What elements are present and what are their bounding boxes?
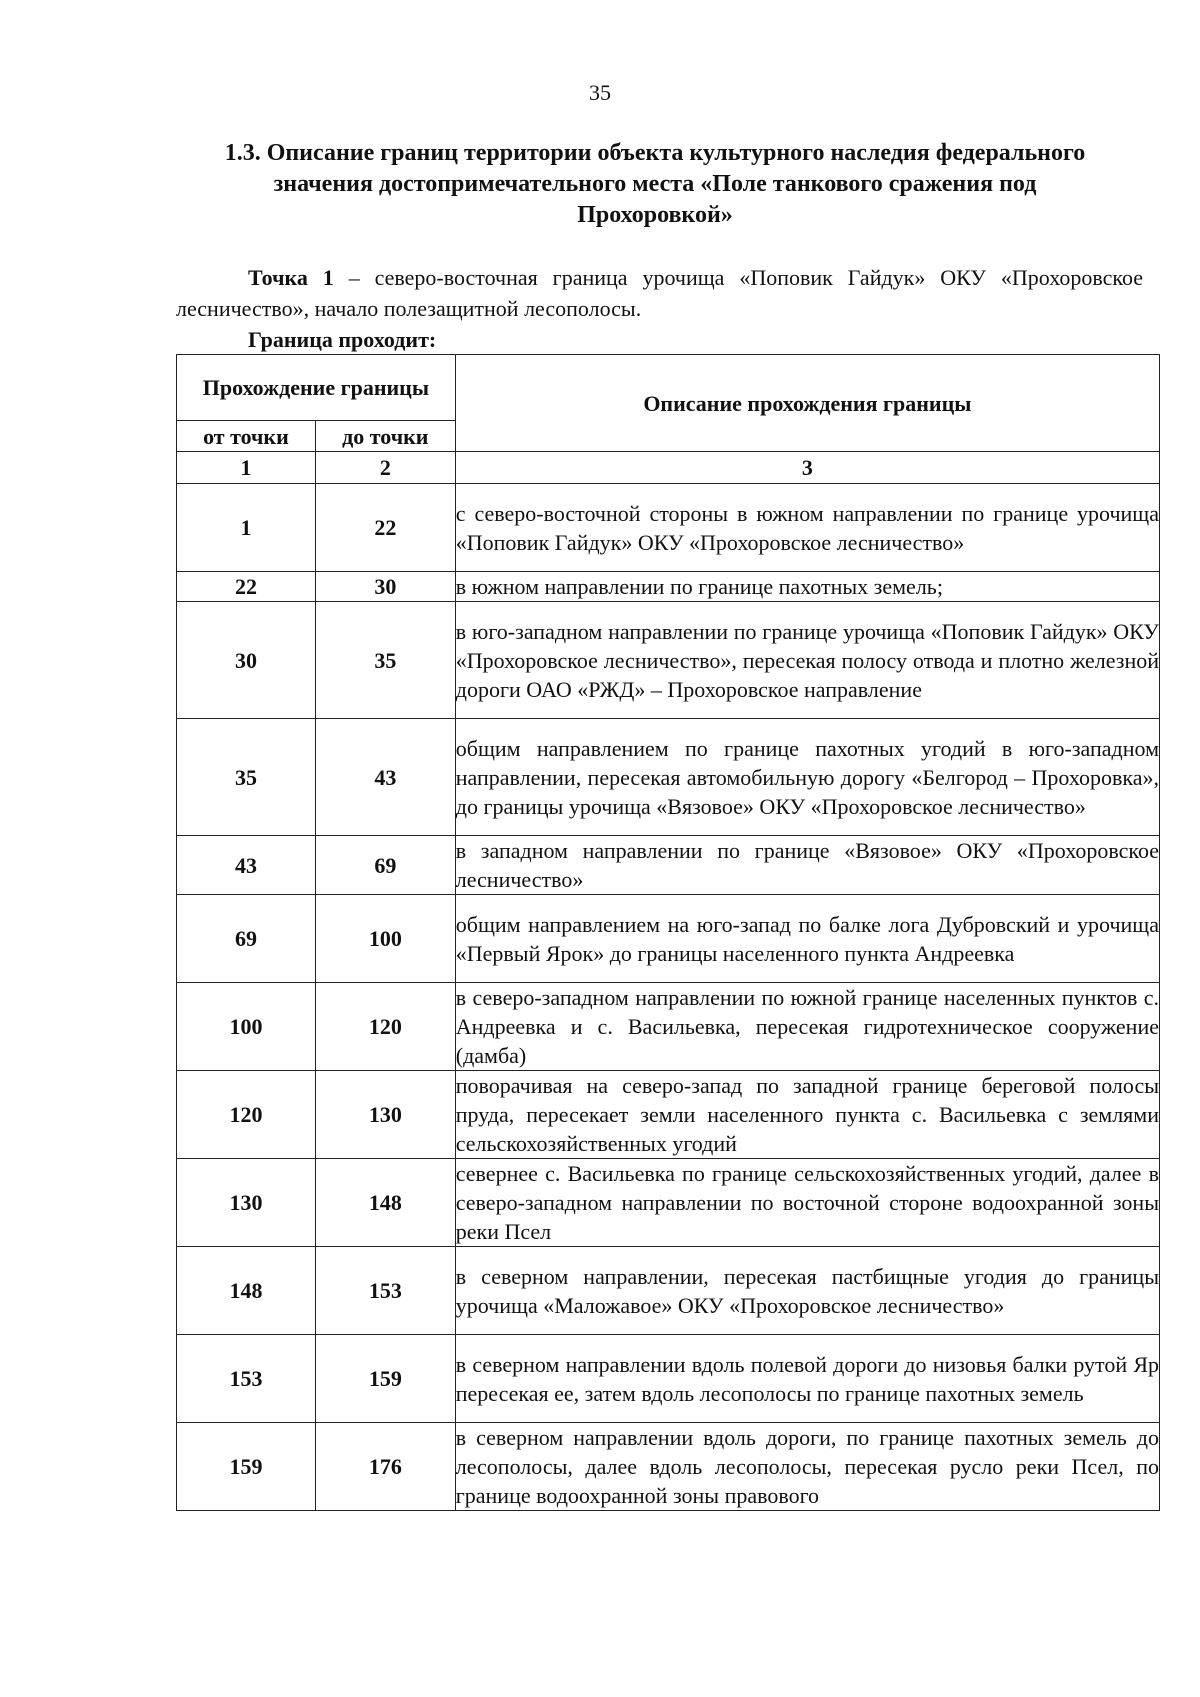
to-point: 35 [315,602,455,719]
boundary-description: в западном направлении по границе «Вязовое» ОКУ «Прохоровское лесничество» [455,836,1159,895]
to-point: 100 [315,895,455,983]
boundary-description: севернее с. Васильевка по границе сельскохозяйственных угодий, далее в северо-западном направлении по восточной стороне водоохранной зоны реки Псел [455,1159,1159,1247]
boundary-heading: Граница проходит: [248,327,437,352]
table-row [177,1159,1160,1247]
group-header: Прохождение границы [177,355,456,421]
to-point-header: до точки [315,421,455,452]
from-point: 100 [177,983,316,1071]
boundary-description: в северном направлении вдоль полевой дороги до низовья балки рутой Яр пересекая ее, затем вдоль лесополосы по границе пахотных земель [455,1335,1159,1423]
from-point: 159 [177,1423,316,1511]
column-number: 1 [177,452,316,484]
from-point: 69 [177,895,316,983]
from-point: 130 [177,1159,316,1247]
from-point: 43 [177,836,316,895]
table-row [177,983,1160,1071]
boundary-description: в южном направлении по границе пахотных земель; [455,572,1159,602]
boundary-table [176,354,1160,1511]
from-point: 35 [177,719,316,836]
boundary-description: в северном направлении, пересекая пастбищные угодия до границы урочища «Маложавое» ОКУ «Прохоровское лесничество» [455,1247,1159,1335]
column-number: 3 [455,452,1159,484]
intro-point-label: Точка 1 [248,265,334,290]
page-number: 35 [589,80,611,105]
to-point: 69 [315,836,455,895]
table-row [177,1423,1160,1511]
to-point: 148 [315,1159,455,1247]
description-header: Описание прохождения границы [455,355,1159,452]
section-title: 1.3. Описание границ территории объекта культурного наследия федерального значения достопримечательного места «Поле танкового сражения под Прохоровкой» [224,140,1086,228]
from-point: 148 [177,1247,316,1335]
column-number-row [177,452,1160,484]
table-row [177,1071,1160,1159]
to-point: 153 [315,1247,455,1335]
table-row [177,1335,1160,1423]
to-point: 159 [315,1335,455,1423]
to-point: 176 [315,1423,455,1511]
boundary-description: общим направлением по границе пахотных угодий в юго-западном направлении, пересекая автомобильную дорогу «Белгород – Прохоровка», до границы урочища «Вязовое» ОКУ «Прохоровское лесничество» [455,719,1159,836]
to-point: 120 [315,983,455,1071]
table-row [177,719,1160,836]
table-row [177,836,1160,895]
table-row [177,572,1160,602]
to-point: 130 [315,1071,455,1159]
boundary-description: в северном направлении вдоль дороги, по границе пахотных земель до лесополосы, далее вдоль лесополосы, пересекая русло реки Псел, по границе водоохранной зоны правового [455,1423,1159,1511]
table-row [177,1247,1160,1335]
boundary-description: в северо-западном направлении по южной границе населенных пунктов с. Андреевка и с. Васильевка, пересекая гидротехническое сооружение (дамба) [455,983,1159,1071]
boundary-description: в юго-западном направлении по границе урочища «Поповик Гайдук» ОКУ «Прохоровское лесничество», пересекая полосу отвода и плотно железной дороги ОАО «РЖД» – Прохоровское направление [455,602,1159,719]
boundary-description: с северо-восточной стороны в южном направлении по границе урочища «Поповик Гайдук» ОКУ «Прохоровское лесничество» [455,484,1159,572]
from-point: 120 [177,1071,316,1159]
intro-paragraph [176,262,1143,324]
to-point: 30 [315,572,455,602]
boundary-description: поворачивая на северо-запад по западной границе береговой полосы пруда, пересекает земли населенного пункта с. Васильевка с землями сельскохозяйственных угодий [455,1071,1159,1159]
table-row [177,602,1160,719]
column-number: 2 [315,452,455,484]
from-point: 22 [177,572,316,602]
to-point: 22 [315,484,455,572]
from-point-header: от точки [177,421,316,452]
table-row [177,895,1160,983]
to-point: 43 [315,719,455,836]
from-point: 1 [177,484,316,572]
boundary-description: общим направлением на юго-запад по балке лога Дубровский и урочища «Первый Ярок» до границы населенного пункта Андреевка [455,895,1159,983]
from-point: 30 [177,602,316,719]
table-row [177,484,1160,572]
from-point: 153 [177,1335,316,1423]
intro-text: – северо-восточная граница урочища «Поповик Гайдук» ОКУ «Прохоровское лесничество», начало полезащитной лесополосы. [176,265,1143,321]
